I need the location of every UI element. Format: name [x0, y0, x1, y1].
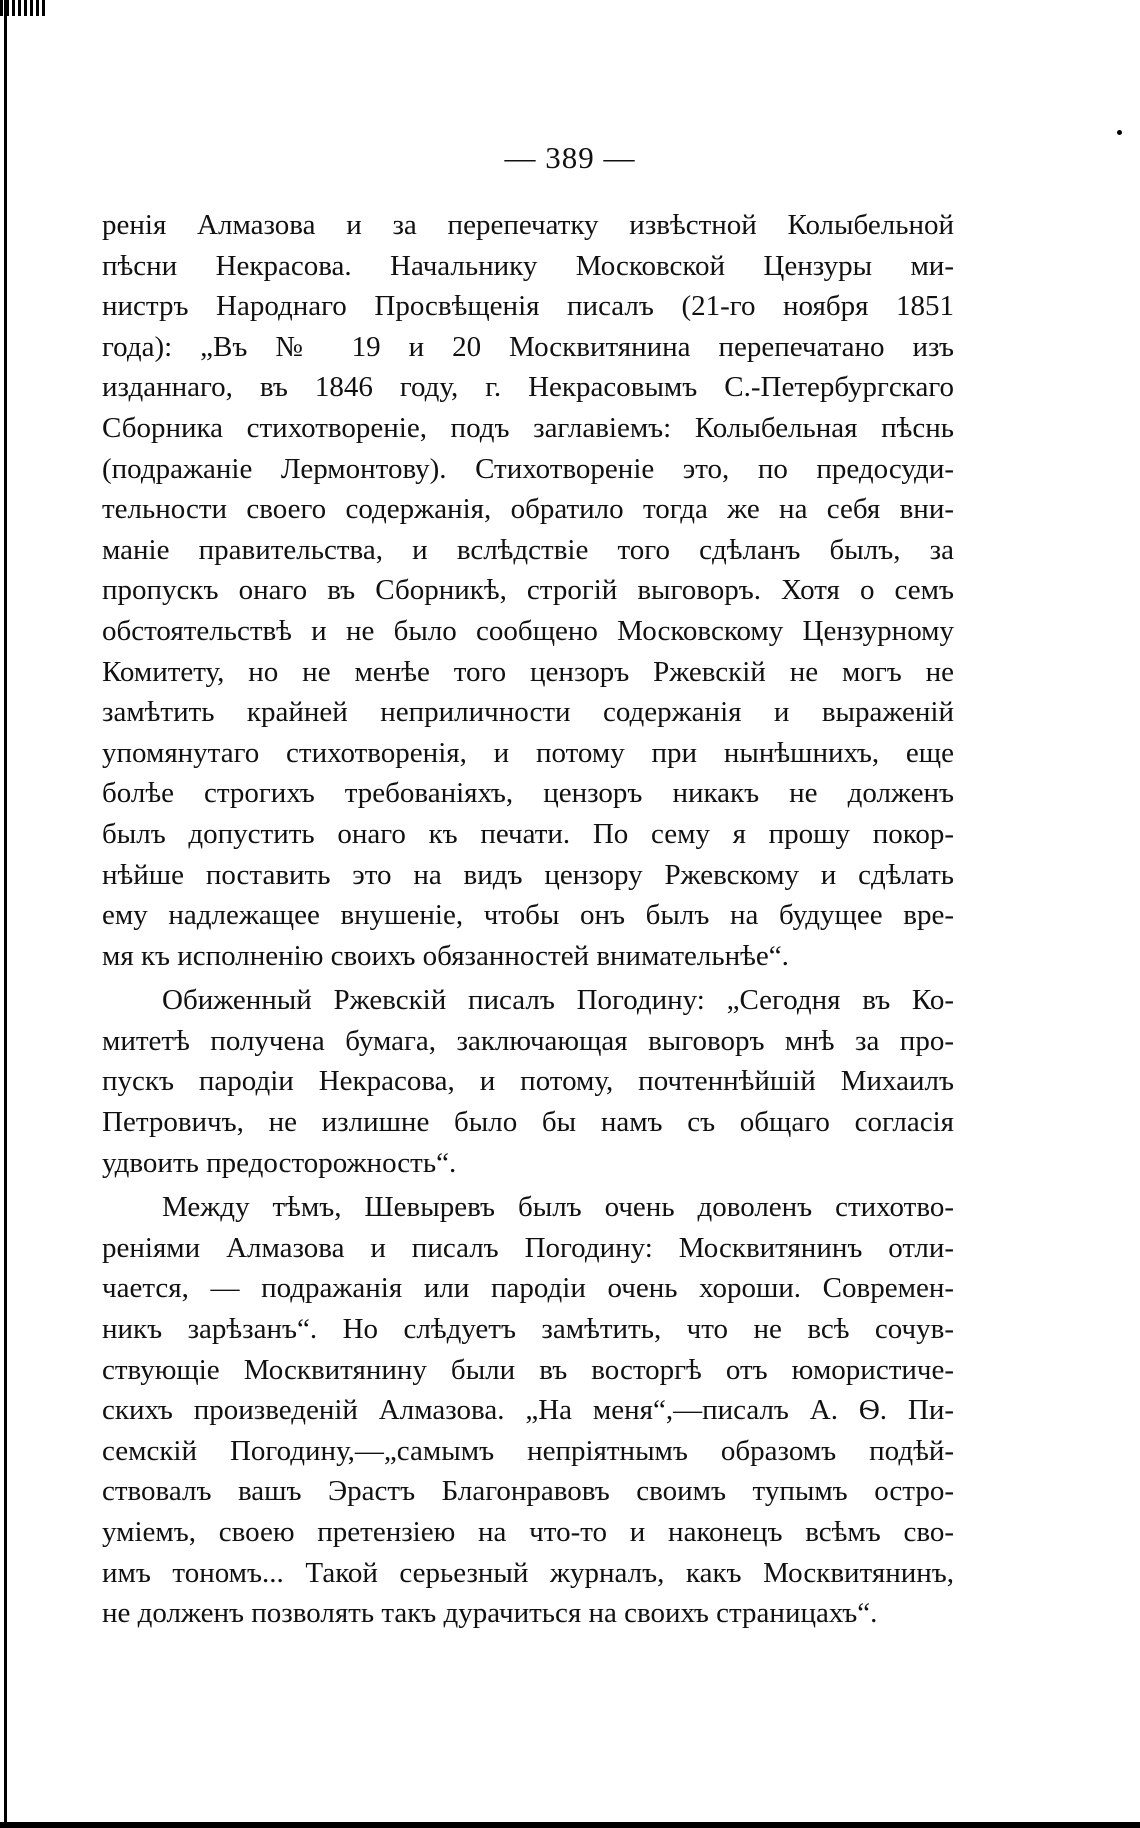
text-line: упомянутаго стихотворенія, и потому при нынѣшнихъ, еще	[102, 736, 954, 769]
text-line: никъ зарѣзанъ“. Но слѣдуетъ замѣтить, что не всѣ сочув-	[102, 1313, 954, 1346]
text-line: семскій Погодину,—„самымъ непріятнымъ образомъ подѣй-	[102, 1434, 954, 1467]
text-line: митетѣ получена бумага, заключающая выговоръ мнѣ за про-	[102, 1024, 954, 1057]
text-line: (подражаніе Лермонтову). Стихотвореніе это, по предосуди-	[102, 452, 954, 485]
text-line: уміемъ, своею претензіею на что-то и наконецъ всѣмъ сво-	[102, 1516, 954, 1548]
scan-speck	[1117, 130, 1122, 135]
text-line: Между тѣмъ, Шевыревъ былъ очень доволенъ стихотво-	[162, 1191, 954, 1224]
text-line: болѣе строгихъ требованіяхъ, цензоръ никакъ не долженъ	[102, 777, 954, 810]
page-number: — 389 —	[504, 140, 636, 175]
text-line: имъ тономъ... Такой серьезный журналъ, какъ Москвитянинъ,	[102, 1556, 954, 1589]
text-line: скихъ произведеній Алмазова. „На меня“,—писалъ А. Ѳ. Пи-	[102, 1394, 954, 1427]
text-line: нистръ Народнаго Просвѣщенія писалъ (21-го ноября 1851	[102, 290, 954, 323]
text-line: былъ допустить онаго къ печати. По сему я прошу покор-	[102, 817, 954, 850]
text-line: Обиженный Ржевскій писалъ Погодину: „Сегодня въ Ко-	[162, 984, 954, 1017]
text-line: не долженъ позволять такъ дурачиться на своихъ страницахъ“.	[102, 1597, 878, 1630]
text-line: пропускъ онаго въ Сборникѣ, строгій выговоръ. Хотя о семъ	[102, 574, 954, 607]
text-line: реніями Алмазова и писалъ Погодину: Москвитянинъ отли-	[102, 1231, 954, 1264]
text-line: пѣсни Некрасова. Начальнику Московской Цензуры ми-	[102, 249, 954, 282]
text-line: Петровичъ, не излишне было бы намъ съ общаго согласія	[102, 1106, 954, 1139]
text-line: тельности своего содержанія, обратило тогда же на себя вни-	[102, 493, 954, 526]
text-line: мя къ исполненію своихъ обязанностей внимательнѣе“.	[102, 939, 789, 972]
text-line: Комитету, но не менѣе того цензоръ Ржевскій не могъ не	[102, 655, 954, 688]
text-line: пускъ пародіи Некрасова, и потому, почтеннѣйшій Михаилъ	[102, 1065, 954, 1098]
text-line: чается, — подражанія или пародіи очень хороши. Современ-	[102, 1272, 954, 1305]
body-text	[102, 205, 954, 1634]
scan-border-left	[4, 0, 7, 1828]
text-line: Сборника стихотвореніе, подъ заглавіемъ: Колыбельная пѣснь	[102, 411, 954, 444]
text-line: изданнаго, въ 1846 году, г. Некрасовымъ С.-Петербургскаго	[102, 371, 954, 404]
text-line: ствующіе Москвитянину были въ восторгѣ отъ юмористиче-	[102, 1353, 954, 1386]
text-line: маніе правительства, и вслѣдствіе того сдѣланъ былъ, за	[102, 533, 954, 566]
text-line: нѣйше поставить это на видъ цензору Ржевскому и сдѣлать	[102, 858, 954, 891]
text-line: удвоить предосторожность“.	[102, 1146, 457, 1179]
text-line: обстоятельствѣ и не было сообщено Московскому Цензурному	[102, 614, 954, 647]
text-line: года): „Въ № 19 и 20 Москвитянина перепечатано изъ	[102, 330, 954, 363]
text-line: ренія Алмазова и за перепечатку извѣстной Колыбельной	[102, 209, 954, 241]
text-line: замѣтить крайней неприличности содержанія и выраженій	[102, 696, 954, 729]
scan-border-bottom	[0, 1822, 1140, 1828]
text-line: ствовалъ вашъ Эрастъ Благонравовъ своимъ тупымъ остро-	[102, 1475, 954, 1508]
text-line: ему надлежащее внушеніе, чтобы онъ былъ на будущее вре-	[102, 899, 954, 932]
scan-noise-top	[0, 0, 48, 16]
